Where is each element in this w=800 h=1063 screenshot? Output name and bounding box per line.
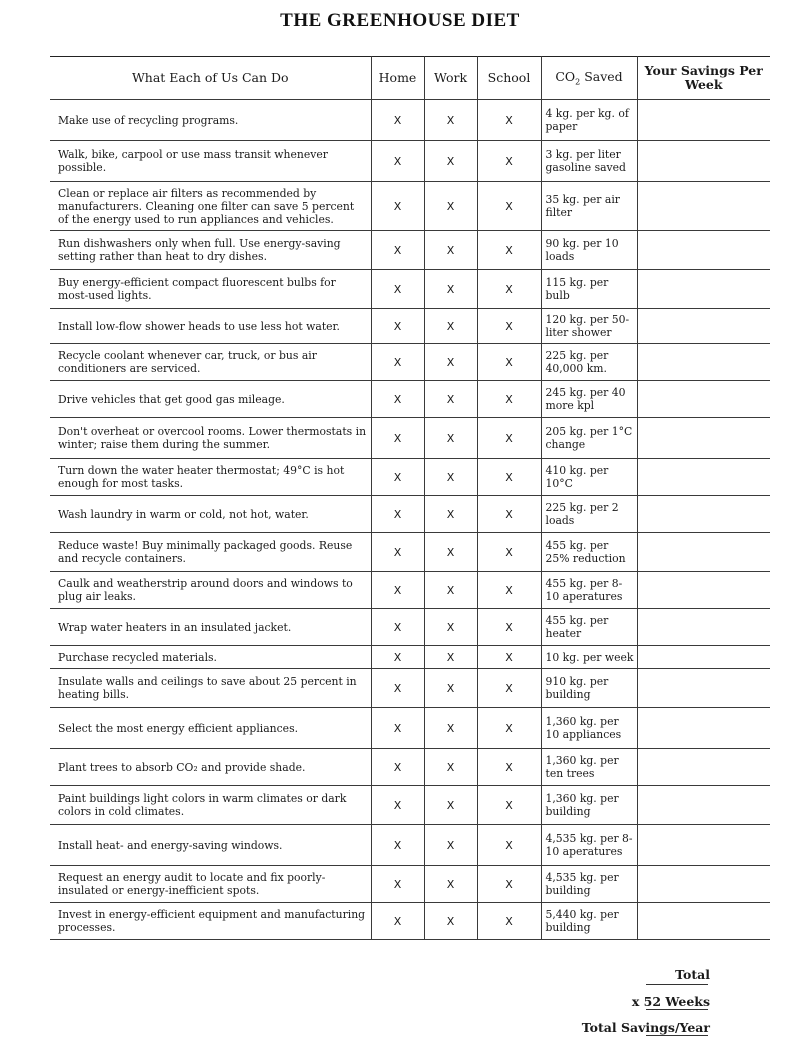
weeks-label: x 52 Weeks — [631, 994, 710, 1009]
your-savings-input-cell[interactable] — [637, 182, 770, 231]
action-cell: Invest in energy-efficient equipment and manufacturing processes. — [50, 903, 371, 940]
work-mark: X — [424, 749, 477, 786]
action-cell: Plant trees to absorb CO₂ and provide shade. — [50, 749, 371, 786]
work-mark: X — [424, 141, 477, 182]
table-row — [50, 418, 770, 459]
your-savings-input-cell[interactable] — [637, 533, 770, 572]
home-mark: X — [371, 100, 424, 141]
action-cell: Insulate walls and ceilings to save about 25 percent in heating bills. — [50, 669, 371, 708]
work-mark: X — [424, 533, 477, 572]
work-mark: X — [424, 418, 477, 459]
work-mark: X — [424, 786, 477, 825]
co2-saved-cell: 245 kg. per 40 more kpl — [541, 381, 637, 418]
action-cell: Purchase recycled materials. — [50, 646, 371, 669]
action-cell: Select the most energy efficient appliances. — [50, 708, 371, 749]
work-mark: X — [424, 100, 477, 141]
table-row — [50, 866, 770, 903]
co2-saved-cell: 4,535 kg. per building — [541, 866, 637, 903]
co2-saved-cell: 10 kg. per week — [541, 646, 637, 669]
co2-saved-cell: 1,360 kg. per 10 appliances — [541, 708, 637, 749]
table-row — [50, 786, 770, 825]
school-mark: X — [477, 459, 541, 496]
your-savings-input-cell[interactable] — [637, 708, 770, 749]
your-savings-input-cell[interactable] — [637, 309, 770, 344]
co2-saved-cell: 205 kg. per 1°C change — [541, 418, 637, 459]
table-row — [50, 708, 770, 749]
home-mark: X — [371, 825, 424, 866]
work-mark: X — [424, 344, 477, 381]
action-cell: Wash laundry in warm or cold, not hot, water. — [50, 496, 371, 533]
action-cell: Caulk and weatherstrip around doors and windows to plug air leaks. — [50, 572, 371, 609]
action-cell: Walk, bike, carpool or use mass transit whenever possible. — [50, 141, 371, 182]
co2-saved-cell: 1,360 kg. per ten trees — [541, 749, 637, 786]
action-cell: Install heat- and energy-saving windows. — [50, 825, 371, 866]
your-savings-input-cell[interactable] — [637, 459, 770, 496]
your-savings-input-cell[interactable] — [637, 825, 770, 866]
school-mark: X — [477, 270, 541, 309]
school-mark: X — [477, 609, 541, 646]
school-mark: X — [477, 786, 541, 825]
work-mark: X — [424, 231, 477, 270]
table-row — [50, 270, 770, 309]
table-body — [50, 100, 770, 940]
home-mark: X — [371, 708, 424, 749]
total-blank-line[interactable] — [646, 983, 708, 985]
co2-suffix: Saved — [580, 68, 623, 84]
school-mark: X — [477, 100, 541, 141]
school-mark: X — [477, 749, 541, 786]
action-cell: Reduce waste! Buy minimally packaged goods. Reuse and recycle containers. — [50, 533, 371, 572]
table-header-row — [50, 57, 770, 100]
greenhouse-diet-table — [50, 56, 770, 940]
home-mark: X — [371, 182, 424, 231]
action-cell: Recycle coolant whenever car, truck, or bus air conditioners are serviced. — [50, 344, 371, 381]
school-mark: X — [477, 309, 541, 344]
work-mark: X — [424, 669, 477, 708]
action-cell: Wrap water heaters in an insulated jacket. — [50, 609, 371, 646]
your-savings-input-cell[interactable] — [637, 141, 770, 182]
action-cell: Make use of recycling programs. — [50, 100, 371, 141]
your-savings-input-cell[interactable] — [637, 231, 770, 270]
work-mark: X — [424, 270, 477, 309]
table-row — [50, 100, 770, 141]
school-mark: X — [477, 866, 541, 903]
co2-saved-cell: 410 kg. per 10°C — [541, 459, 637, 496]
table-row — [50, 496, 770, 533]
total-label: Total — [675, 967, 710, 982]
home-mark: X — [371, 141, 424, 182]
school-mark: X — [477, 825, 541, 866]
work-mark: X — [424, 572, 477, 609]
table-row — [50, 182, 770, 231]
your-savings-input-cell[interactable] — [637, 609, 770, 646]
header-school: School — [477, 57, 541, 100]
table-row — [50, 646, 770, 669]
home-mark: X — [371, 270, 424, 309]
page-title: THE GREENHOUSE DIET — [280, 10, 520, 31]
your-savings-input-cell[interactable] — [637, 866, 770, 903]
action-cell: Don't overheat or overcool rooms. Lower thermostats in winter; raise them during the summer. — [50, 418, 371, 459]
home-mark: X — [371, 459, 424, 496]
home-mark: X — [371, 344, 424, 381]
home-mark: X — [371, 646, 424, 669]
header-action: What Each of Us Can Do — [50, 57, 371, 100]
school-mark: X — [477, 572, 541, 609]
co2-saved-cell: 1,360 kg. per building — [541, 786, 637, 825]
table-row — [50, 231, 770, 270]
your-savings-input-cell[interactable] — [637, 572, 770, 609]
home-mark: X — [371, 418, 424, 459]
work-mark: X — [424, 825, 477, 866]
school-mark: X — [477, 646, 541, 669]
school-mark: X — [477, 141, 541, 182]
action-cell: Turn down the water heater thermostat; 49°C is hot enough for most tasks. — [50, 459, 371, 496]
home-mark: X — [371, 533, 424, 572]
home-mark: X — [371, 231, 424, 270]
your-savings-input-cell[interactable] — [637, 270, 770, 309]
home-mark: X — [371, 309, 424, 344]
action-cell: Install low-flow shower heads to use less hot water. — [50, 309, 371, 344]
action-cell: Clean or replace air filters as recommended by manufacturers. Cleaning one filter can save 5 percent of the energy used to run appliances and vehicles. — [50, 182, 371, 231]
school-mark: X — [477, 231, 541, 270]
your-savings-input-cell[interactable] — [637, 418, 770, 459]
table-row — [50, 381, 770, 418]
co2-saved-cell: 90 kg. per 10 loads — [541, 231, 637, 270]
school-mark: X — [477, 903, 541, 940]
weeks-blank-line[interactable] — [646, 1008, 708, 1010]
co2-saved-cell: 455 kg. per 25% reduction — [541, 533, 637, 572]
your-savings-input-cell[interactable] — [637, 646, 770, 669]
school-mark: X — [477, 708, 541, 749]
your-savings-input-cell[interactable] — [637, 496, 770, 533]
work-mark: X — [424, 903, 477, 940]
table-row — [50, 344, 770, 381]
home-mark: X — [371, 749, 424, 786]
co2-saved-cell: 5,440 kg. per building — [541, 903, 637, 940]
co2-saved-cell: 225 kg. per 40,000 km. — [541, 344, 637, 381]
table-row — [50, 903, 770, 940]
your-savings-input-cell[interactable] — [637, 100, 770, 141]
work-mark: X — [424, 309, 477, 344]
table-row — [50, 459, 770, 496]
co2-saved-cell: 910 kg. per building — [541, 669, 637, 708]
year-total-label: Total Savings/Year — [581, 1020, 710, 1035]
home-mark: X — [371, 903, 424, 940]
action-cell: Request an energy audit to locate and fix poorly-insulated or energy-inefficient spots. — [50, 866, 371, 903]
co2-saved-cell: 455 kg. per 8-10 aperatures — [541, 572, 637, 609]
table-row — [50, 825, 770, 866]
table-row — [50, 669, 770, 708]
work-mark: X — [424, 708, 477, 749]
co2-saved-cell: 4 kg. per kg. of paper — [541, 100, 637, 141]
co2-saved-cell: 455 kg. per heater — [541, 609, 637, 646]
work-mark: X — [424, 182, 477, 231]
header-work: Work — [424, 57, 477, 100]
table-row — [50, 749, 770, 786]
work-mark: X — [424, 381, 477, 418]
school-mark: X — [477, 496, 541, 533]
work-mark: X — [424, 609, 477, 646]
home-mark: X — [371, 669, 424, 708]
co2-saved-cell: 115 kg. per bulb — [541, 270, 637, 309]
year-blank-line[interactable] — [646, 1034, 708, 1036]
school-mark: X — [477, 669, 541, 708]
action-cell: Drive vehicles that get good gas mileage. — [50, 381, 371, 418]
your-savings-input-cell[interactable] — [637, 749, 770, 786]
work-mark: X — [424, 496, 477, 533]
header-your-savings: Your Savings Per Week — [637, 57, 770, 100]
co2-prefix: CO — [555, 68, 576, 84]
school-mark: X — [477, 418, 541, 459]
school-mark: X — [477, 381, 541, 418]
work-mark: X — [424, 866, 477, 903]
co2-saved-cell: 3 kg. per liter gasoline saved — [541, 141, 637, 182]
school-mark: X — [477, 533, 541, 572]
home-mark: X — [371, 786, 424, 825]
home-mark: X — [371, 572, 424, 609]
co2-saved-cell: 120 kg. per 50-liter shower — [541, 309, 637, 344]
your-savings-input-cell[interactable] — [637, 669, 770, 708]
table-row — [50, 533, 770, 572]
your-savings-input-cell[interactable] — [637, 344, 770, 381]
your-savings-input-cell[interactable] — [637, 381, 770, 418]
table-row — [50, 609, 770, 646]
action-cell: Paint buildings light colors in warm climates or dark colors in cold climates. — [50, 786, 371, 825]
header-co2-saved — [541, 57, 637, 100]
work-mark: X — [424, 459, 477, 496]
co2-subscript: 2 — [575, 77, 581, 87]
home-mark: X — [371, 496, 424, 533]
home-mark: X — [371, 609, 424, 646]
school-mark: X — [477, 344, 541, 381]
action-cell: Buy energy-efficient compact fluorescent bulbs for most-used lights. — [50, 270, 371, 309]
your-savings-input-cell[interactable] — [637, 903, 770, 940]
co2-saved-cell: 4,535 kg. per 8-10 aperatures — [541, 825, 637, 866]
work-mark: X — [424, 646, 477, 669]
co2-saved-cell: 35 kg. per air filter — [541, 182, 637, 231]
table-row — [50, 141, 770, 182]
home-mark: X — [371, 381, 424, 418]
table-row — [50, 309, 770, 344]
co2-saved-cell: 225 kg. per 2 loads — [541, 496, 637, 533]
table-row — [50, 572, 770, 609]
action-cell: Run dishwashers only when full. Use energy-saving setting rather than heat to dry dishes. — [50, 231, 371, 270]
home-mark: X — [371, 866, 424, 903]
your-savings-input-cell[interactable] — [637, 786, 770, 825]
school-mark: X — [477, 182, 541, 231]
header-home: Home — [371, 57, 424, 100]
